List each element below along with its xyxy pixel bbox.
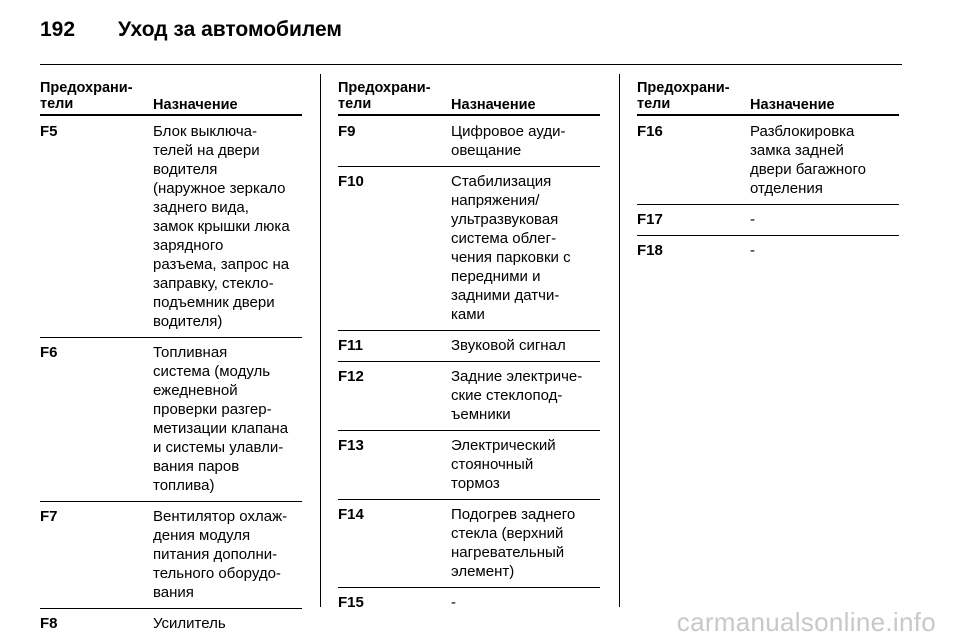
header-fuses: Предохрани- тели bbox=[338, 80, 431, 112]
fuse-id: F12 bbox=[338, 368, 364, 385]
column-divider bbox=[619, 74, 620, 607]
fuse-purpose: Усилитель bbox=[153, 615, 226, 632]
table-header bbox=[338, 80, 600, 116]
fuse-purpose: Звуковой сигнал bbox=[451, 337, 566, 354]
fuse-id: F9 bbox=[338, 123, 356, 140]
fuse-purpose: - bbox=[750, 242, 755, 259]
table-row bbox=[40, 343, 302, 502]
table-row bbox=[338, 122, 600, 167]
table-row bbox=[338, 367, 600, 431]
fuse-purpose: Электрический стояночный тормоз bbox=[451, 437, 556, 492]
table-row bbox=[338, 336, 600, 362]
fuse-table-column-1 bbox=[40, 80, 302, 644]
fuse-purpose: Разблокировка замка задней двери багажного отделения bbox=[750, 123, 867, 197]
fuse-id: F7 bbox=[40, 508, 58, 525]
table-row bbox=[40, 507, 302, 609]
fuse-id: F10 bbox=[338, 173, 364, 190]
fuse-purpose: - bbox=[451, 594, 456, 611]
fuse-purpose: Подогрев заднего стекла (верхний нагревательный элемент) bbox=[451, 506, 576, 580]
header-fuses: Предохрани- тели bbox=[40, 80, 133, 112]
fuse-purpose: Цифровое ауди- овещание bbox=[451, 123, 566, 159]
table-rows bbox=[40, 122, 302, 639]
table-row bbox=[338, 505, 600, 588]
table-rows bbox=[338, 122, 600, 618]
fuse-id: F14 bbox=[338, 506, 364, 523]
page-title: Уход за автомобилем bbox=[118, 18, 342, 41]
header-fuses: Предохрани- тели bbox=[637, 80, 730, 112]
table-row bbox=[637, 122, 899, 205]
column-divider bbox=[320, 74, 321, 607]
page-header bbox=[40, 16, 902, 65]
table-header bbox=[637, 80, 899, 116]
fuse-purpose: - bbox=[750, 211, 755, 228]
table-row bbox=[338, 172, 600, 331]
fuse-id: F15 bbox=[338, 594, 364, 611]
header-purpose: Назначение bbox=[153, 97, 238, 113]
fuse-id: F18 bbox=[637, 242, 663, 259]
fuse-purpose: Топливная система (модуль ежедневной проверки разгер- метизации клапана и системы улавли- вания паров топлива) bbox=[153, 344, 289, 494]
watermark: carmanualsonline.info bbox=[676, 607, 936, 637]
fuse-purpose: Блок выключа- телей на двери водителя (наружное зеркало заднего вида, замок крышки люка зарядного разъема, запрос на заправку, стекло- подъемник двери водителя) bbox=[153, 123, 290, 330]
header-purpose: Назначение bbox=[750, 97, 835, 113]
fuse-id: F17 bbox=[637, 211, 663, 228]
table-row bbox=[40, 614, 302, 639]
fuse-id: F8 bbox=[40, 615, 58, 632]
table-row bbox=[637, 210, 899, 236]
table-row bbox=[40, 122, 302, 338]
table-header bbox=[40, 80, 302, 116]
table-rows bbox=[637, 122, 899, 266]
fuse-purpose: Задние электриче- ские стеклопод- ъемники bbox=[451, 368, 583, 423]
table-row bbox=[637, 241, 899, 266]
page-number: 192 bbox=[40, 18, 76, 41]
fuse-purpose: Вентилятор охлаж- дения модуля питания дополни- тельного оборудо- вания bbox=[153, 508, 288, 601]
fuse-table-column-2 bbox=[338, 80, 600, 623]
fuse-id: F11 bbox=[338, 337, 364, 354]
table-row bbox=[338, 593, 600, 618]
fuse-table-column-3 bbox=[637, 80, 899, 271]
header-purpose: Назначение bbox=[451, 97, 536, 113]
fuse-id: F13 bbox=[338, 437, 364, 454]
fuse-purpose: Стабилизация напряжения/ ультразвуковая система облег- чения парковки с передними и задними датчи- ками bbox=[451, 173, 571, 323]
fuse-id: F16 bbox=[637, 123, 663, 140]
fuse-id: F6 bbox=[40, 344, 58, 361]
table-row bbox=[338, 436, 600, 500]
fuse-id: F5 bbox=[40, 123, 58, 140]
